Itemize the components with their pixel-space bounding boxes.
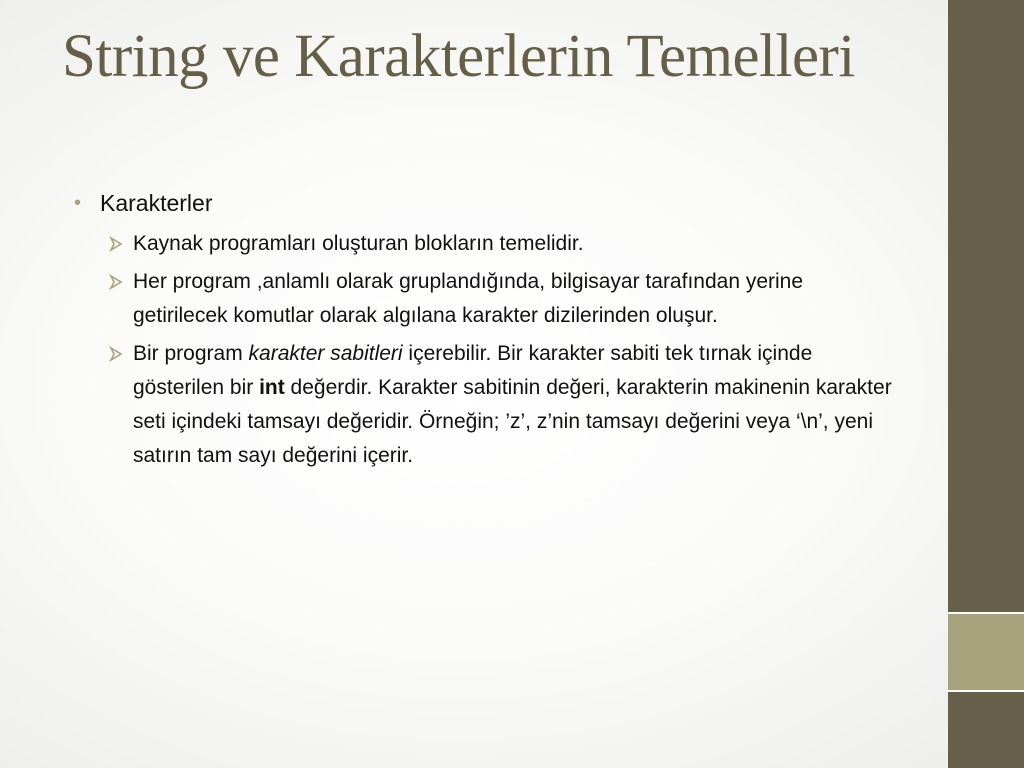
sub-bullet-text-part: Bir program [133,342,249,365]
bullet-text: Karakterler [100,190,213,216]
dot-bullet-icon: • [74,192,82,214]
italic-term: karakter sabitleri [248,342,403,365]
sub-bullet-text-part: değerdir. Karakter sabitinin değeri, karakterin makinenin karakter seti içindeki tamsayı değeridir. Örneğin; ’z’, z’nin tamsayı değerini veya ‘\n’, yeni satırın tam sayı değerini içerir. [133,376,892,467]
sub-bullet-list [106,227,892,473]
sidebar-divider-bottom [948,690,1024,692]
sub-bullet-item [106,227,892,261]
sub-bullet-text [133,342,892,467]
arrow-bullet-icon [108,346,124,362]
sidebar-accent-block [948,614,1024,690]
sub-bullet-text-part: içerebilir. Bir karakter sabiti tek tırnak içinde gösterilen bir [133,342,813,399]
bold-term: int [259,376,285,399]
bullet-item-karakterler [72,185,892,221]
slide-content [72,185,892,477]
sidebar-decoration [948,0,1024,768]
sub-bullet-item [106,265,892,333]
sub-bullet-item [106,337,892,473]
arrow-bullet-icon [108,236,124,252]
arrow-bullet-icon [108,274,124,290]
sub-bullet-text: Kaynak programları oluşturan blokların temelidir. [133,232,584,255]
sub-bullet-text: Her program ,anlamlı olarak gruplandığında, bilgisayar tarafından yerine getirilecek komutlar olarak algılana karakter dizilerinden oluşur. [133,270,804,327]
slide-title: String ve Karakterlerin Temelleri [62,23,855,90]
